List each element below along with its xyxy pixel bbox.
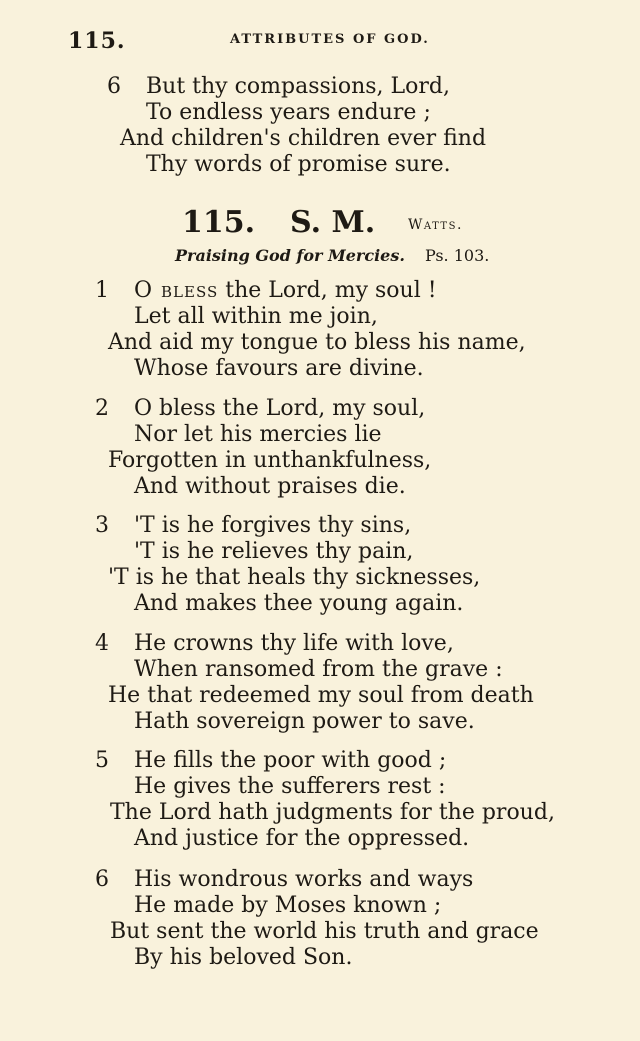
page-header [0,28,640,54]
verse-line: Forgotten in unthankfulness, [108,448,432,473]
verse-line: And aid my tongue to bless his name, [108,330,526,355]
verse-line: He that redeemed my soul from death [108,683,534,708]
verse-line: 'T is he relieves thy pain, [134,539,414,564]
stanza-number: 6 [95,867,109,892]
hymn-subtitle-row [0,246,640,270]
scripture-reference: Ps. 103. [425,246,490,265]
verse-line: His wondrous works and ways [134,867,474,892]
verse-line: Nor let his mercies lie [134,422,382,447]
verse-line: He fills the poor with good ; [134,748,447,773]
verse-line: Thy words of promise sure. [146,152,451,177]
page-number: 115. [68,28,126,54]
verse-line: 'T is he forgives thy sins, [134,513,412,538]
verse-line: And justice for the oppressed. [134,826,470,851]
verse-line: When ransomed from the grave : [134,657,503,682]
hymn-subtitle: Praising God for Mercies. [175,246,405,265]
verse-line [134,278,437,304]
hymn-meter: S. M. [290,205,376,240]
verse-line: And without praises die. [134,474,406,499]
verse-line: To endless years endure ; [146,100,431,125]
stanza-number: 1 [95,278,109,303]
verse-line: 'T is he that heals thy sicknesses, [108,565,481,590]
verse-line: Let all within me join, [134,304,378,329]
first-words: O bless [134,278,219,303]
running-head: ATTRIBUTES OF GOD. [230,32,430,47]
verse-line: But thy compassions, Lord, [146,74,450,99]
hymn-heading [0,205,640,245]
stanza-number: 3 [95,513,109,538]
verse-line: He crowns thy life with love, [134,631,454,656]
verse-line: The Lord hath judgments for the proud, [110,800,555,825]
verse-line: Hath sovereign power to save. [134,709,475,734]
stanza-number: 5 [95,748,109,773]
verse-line: And children's children ever find [120,126,487,151]
hymn-author: Watts. [408,217,463,233]
verse-line: But sent the world his truth and grace [110,919,539,944]
verse-line: O bless the Lord, my soul, [134,396,426,421]
verse-line: By his beloved Son. [134,945,353,970]
hymn-number: 115. [182,205,256,240]
verse-line: Whose favours are divine. [134,356,424,381]
verse-line: He gives the sufferers rest : [134,774,446,799]
verse-line: And makes thee young again. [134,591,464,616]
stanza-number: 6 [107,74,121,99]
verse-line: He made by Moses known ; [134,893,442,918]
stanza-number: 2 [95,396,109,421]
first-line-rest: the Lord, my soul ! [218,278,437,303]
stanza-number: 4 [95,631,109,656]
